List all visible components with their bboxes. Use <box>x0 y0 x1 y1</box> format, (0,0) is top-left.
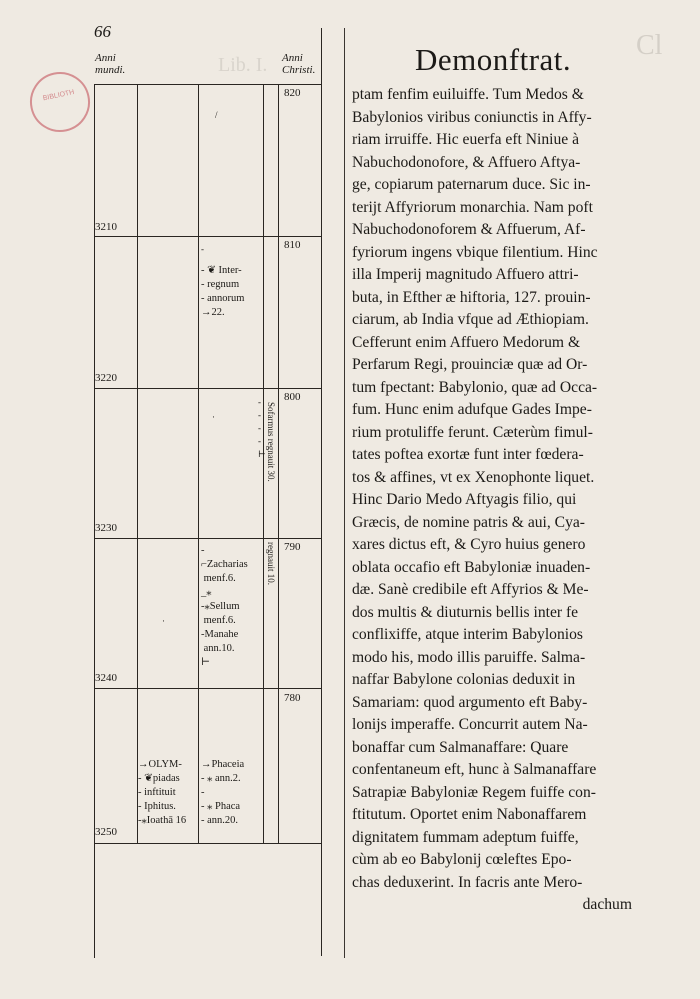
table-border-right <box>321 28 322 956</box>
body-text <box>352 84 634 917</box>
text-line: tates poftea exortæ funt inter fœdera- <box>352 446 584 463</box>
text-line: Samariam: quod argumento eft Baby- <box>352 693 588 711</box>
text-line: ge, copiarum paternarum duce. Sic in- <box>352 176 591 193</box>
text-line: rium protuliffe ferunt. Cæterùm fimul- <box>352 423 593 441</box>
text-line: fum. Hunc enim adufque Gades Impe- <box>352 401 592 418</box>
show-through-text-right: Cl <box>636 30 663 61</box>
vertical-note: regnauit 10. <box>266 542 276 585</box>
anni-christi-value: 780 <box>284 692 301 704</box>
table-column-divider <box>278 84 279 844</box>
anni-mundi-value: 3240 <box>95 672 117 684</box>
text-line: Nabuchodonofore, & Affuero Aftya- <box>352 153 581 171</box>
text-line: modo his, modo illis paruiffe. Salma- <box>352 648 586 666</box>
text-line: Cefferunt enim Affuero Medorum & <box>352 333 581 351</box>
text-line: oblata occafio eft Babyloniæ inuaden- <box>352 558 591 576</box>
table-row-rule <box>94 688 322 689</box>
text-line: naffar Babylone colonias deduxit in <box>352 671 576 688</box>
text-line: dæ. Sanè credibile eft Affyrios & Me- <box>352 581 589 598</box>
table-column-divider <box>137 84 138 844</box>
text-line: ftitutum. Oportet enim Nabonaffarem <box>352 806 587 823</box>
text-line: Babylonios viribus coniunctis in Affy- <box>352 108 592 126</box>
tick-mark: - <box>201 244 204 254</box>
text-line: cùm ab eo Babylonij cœleftes Epo- <box>352 851 572 868</box>
text-line: illa Imperij magnitudo Affuero attri- <box>352 266 579 283</box>
table-row-rule <box>94 236 322 237</box>
text-line: dignitatem fummam adeptum fuiffe, <box>352 828 579 846</box>
text-line: riam irruiffe. Hic euerfa eft Niniue à <box>352 131 580 148</box>
text-line: Nabuchodonoforem & Affuerum, Af- <box>352 221 586 238</box>
text-line: fyriorum ingens vbique filentium. Hinc <box>352 243 598 261</box>
olympiad-entry: →OLYM- - ❦piadas - inftituit - Iphitus. -⁎Ioathā 16 <box>138 759 187 826</box>
anni-mundi-value: 3230 <box>95 522 117 534</box>
text-line: bonaffar cum Salmanaffare: Quare <box>352 738 569 756</box>
table-column-divider <box>198 84 199 844</box>
text-line: Satrapiæ Babyloniæ Regem fuiffe con- <box>352 783 596 801</box>
text-line: Perfarum Regi, prouinciæ quæ ad Or- <box>352 356 588 373</box>
tick-marks: - - - - ⊢ <box>258 397 266 459</box>
table-row-rule <box>94 538 322 539</box>
text-line: conflixiffe, atque interim Babylonios <box>352 626 583 643</box>
tick-mark: · <box>212 412 215 422</box>
library-stamp: BIBLIOTH <box>24 66 95 137</box>
text-line: chas deduxerint. In facris ante Mero- <box>352 873 583 891</box>
anni-christi-value: 800 <box>284 391 301 403</box>
show-through-text: Lib. I. <box>218 54 268 76</box>
reign-entry: - ⌐Zacharias menf.6. _⁎ -⁎Sellum menf.6. -Manahe ann.10. ⊢ <box>201 545 248 668</box>
anni-christi-value: 790 <box>284 541 301 553</box>
tick-mark: · <box>162 616 165 626</box>
text-line: tum fpectant: Babylonio, quæ ad Occa- <box>352 378 598 396</box>
text-line: buta, in Efther æ hiftoria, 127. prouin- <box>352 288 591 306</box>
reign-entry: →Phaceia - ⁎ ann.2. - - ⁎ Phaca - ann.20. <box>201 759 245 826</box>
anni-christi-value: 810 <box>284 239 301 251</box>
table-row-rule <box>94 388 322 389</box>
anni-mundi-value: 3210 <box>95 221 117 233</box>
anni-mundi-value: 3220 <box>95 372 117 384</box>
text-line: confentaneum eft, hunc à Salmanaffare <box>352 761 597 778</box>
anni-mundi-value: 3250 <box>95 826 117 838</box>
text-line: ptam fenfim euiluiffe. Tum Medos & <box>352 86 584 103</box>
table-header-rule <box>94 84 322 85</box>
text-line: tos & affines, vt ex Xenophonte liquet. <box>352 468 595 486</box>
reign-entry: - ❦ Inter- - regnum - annorum →22. <box>201 265 245 318</box>
text-line: lonijs imperaffe. Concurrit autem Na- <box>352 716 588 733</box>
text-line: xares dictus eft, & Cyro huius genero <box>352 536 586 553</box>
text-line: dos multis & diuturnis bellis inter fe <box>352 603 579 621</box>
page-heading: Demonftrat. <box>415 42 572 77</box>
text-line: Græcis, de nomine patris & aui, Cya- <box>352 513 585 531</box>
header-anni-mundi: Anni mundi. <box>95 52 126 76</box>
header-anni-christi: Anni Christi. <box>282 52 316 76</box>
vertical-note: Sofarmus regnauit 30. <box>266 402 276 482</box>
text-line: terijt Affyriorum monarchia. Nam poft <box>352 198 593 216</box>
text-line: Hinc Dario Medo Aftyagis filio, qui <box>352 491 577 508</box>
text-line: ciarum, ab India vfque ad Æthiopiam. <box>352 311 589 328</box>
catchword: dachum <box>582 896 632 913</box>
tick-mark: / <box>215 110 218 120</box>
page-gutter-rule <box>344 28 345 958</box>
anni-christi-value: 820 <box>284 87 301 99</box>
table-column-divider <box>263 84 264 844</box>
page-number: 66 <box>94 22 111 41</box>
table-bottom-rule <box>94 843 322 844</box>
